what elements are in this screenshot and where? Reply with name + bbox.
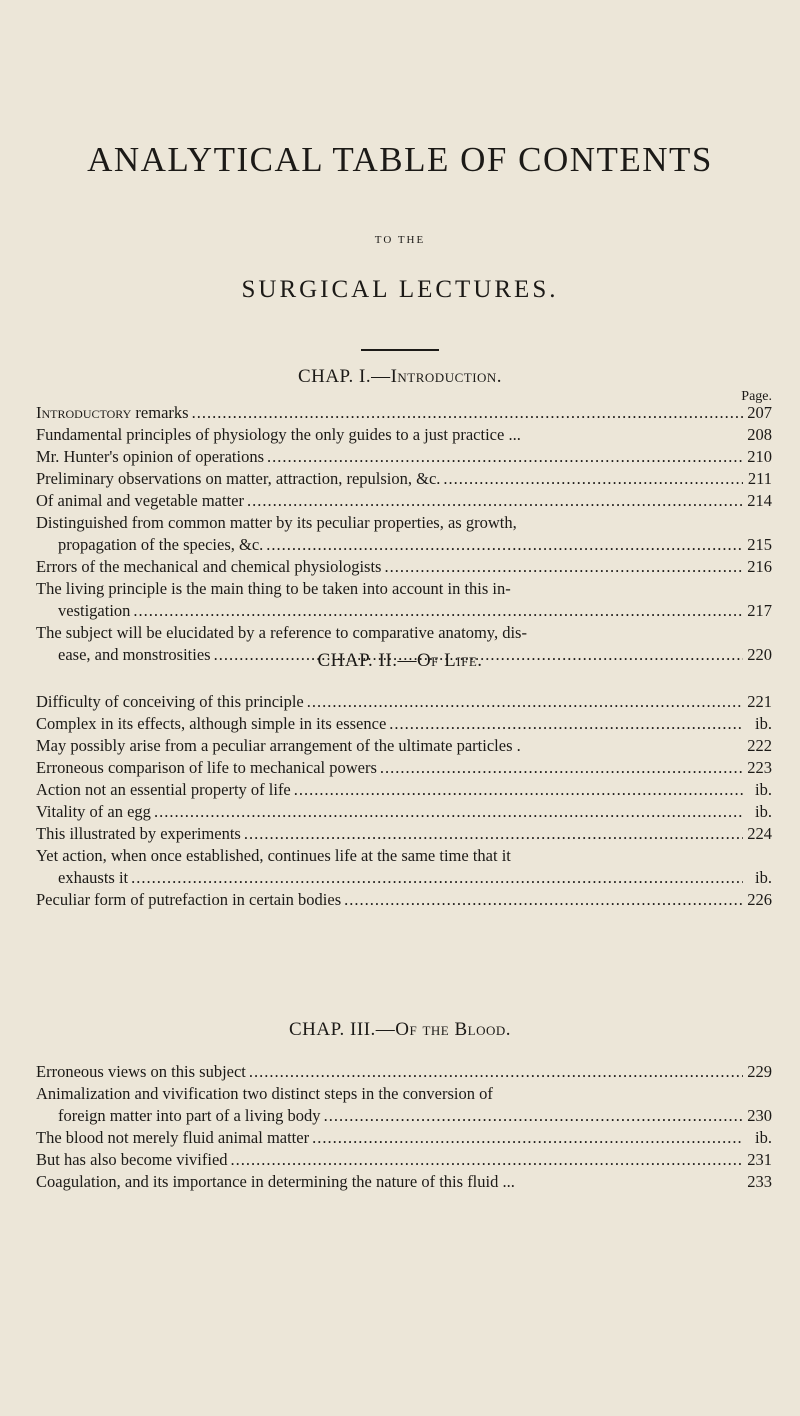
toc-entry-text: Complex in its effects, although simple in its essence [36,714,387,733]
toc-entry-text: Yet action, when once established, continues life at the same time that it [36,846,511,865]
toc-entry-row [36,735,772,757]
toc-entry-row [36,1061,772,1083]
toc-entry-row [36,1149,772,1171]
toc-page-number: 226 [747,890,772,909]
dot-leader [324,1105,743,1127]
toc-entry-row [36,779,772,801]
toc-entry [36,402,772,424]
toc-entry-row [36,556,772,578]
chapter-2-name: —Of Life. [397,650,483,671]
toc-entry-row [36,713,772,735]
chapter-3-name: —Of the Blood. [375,1019,512,1040]
toc-page-number: ib. [755,1128,772,1147]
toc-page-number: 207 [747,403,772,422]
dot-leader [247,490,743,512]
dot-leader [312,1127,743,1149]
toc-entry-text: Erroneous views on this subject [36,1062,246,1081]
chapter-2-number: CHAP. II. [317,650,398,671]
toc-entry-text: Preliminary observations on matter, attraction, repulsion, &c. [36,469,441,488]
toc-page-number: 211 [747,469,772,488]
toc-entry-row [36,757,772,779]
dot-leader [231,1149,743,1171]
toc-entry-text: Fundamental principles of physiology the only guides to a just practice ... [36,425,521,444]
toc-entry [36,512,772,556]
toc-entry-row [36,1127,772,1149]
toc-entry [36,1171,772,1193]
toc-entry [36,1061,772,1083]
toc-page-number: 216 [747,557,772,576]
toc-page-number: 210 [747,447,772,466]
toc-entry-row [36,823,772,845]
page-title: ANALYTICAL TABLE OF CONTENTS [87,140,713,179]
toc-entry-text: foreign matter into part of a living body [58,1106,321,1125]
toc-entry [36,823,772,845]
toc-page-number: 220 [747,645,772,664]
toc-page-number: 223 [747,758,772,777]
toc-page-number: ib. [755,802,772,821]
toc-entry-row [36,867,772,889]
dot-leader [131,867,743,889]
toc-entry-text: propagation of the species, &c. [58,535,264,554]
dot-leader [380,757,743,779]
toc-page-number: ib. [755,868,772,887]
chapter-2-heading [0,650,800,672]
toc-entry-lead-word: Introductory [36,403,132,422]
toc-entry-text: Of animal and vegetable matter [36,491,244,510]
dot-leader [344,889,743,911]
toc-entry-row [36,446,772,468]
toc-entry-text: Vitality of an egg [36,802,151,821]
toc-entry-text: The subject will be elucidated by a reference to comparative anatomy, dis- [36,623,527,642]
toc-entry [36,757,772,779]
toc-entry-text: Difficulty of conceiving of this principle [36,692,304,711]
dot-leader [192,402,743,424]
dot-leader [266,534,743,556]
toc-entry-text: ease, and monstrosities [58,645,211,664]
toc-page-number: 229 [747,1062,772,1081]
toc-entry [36,468,772,490]
toc-entry-row [36,1105,772,1127]
toc-entry [36,713,772,735]
chapter-3-heading [0,1019,800,1041]
toc-entry [36,735,772,757]
dot-leader [154,801,743,823]
toc-entry-text: The living principle is the main thing to be taken into account in this in- [36,579,511,598]
toc-entry [36,845,772,889]
toc-entry-row [36,600,772,622]
toc-page-number: 214 [747,491,772,510]
toc-page-number: 217 [747,601,772,620]
dot-leader [267,446,743,468]
toc-page-number: 231 [747,1150,772,1169]
dot-leader [443,468,743,490]
toc-entry [36,801,772,823]
toc-entry [36,446,772,468]
toc-entry-row [36,889,772,911]
dot-leader [294,779,743,801]
toc-entry-text: exhausts it [58,868,129,887]
toc-entry [36,1083,772,1127]
toc-entry-text: Peculiar form of putrefaction in certain bodies [36,890,342,909]
dot-leader [384,556,743,578]
toc-entry-row [36,1171,772,1193]
chapter-3-entries [36,1061,772,1193]
chapter-2-entries [36,691,772,911]
toc-entry [36,1149,772,1171]
toc-entry-row [36,691,772,713]
toc-page-number: 230 [747,1106,772,1125]
page-column-label: Page. [741,389,772,404]
toc-entry-row [36,402,772,424]
toc-entry-row [36,468,772,490]
chapter-3-number: CHAP. III. [288,1019,376,1040]
toc-entry-row [36,424,772,446]
chapter-1-entries [36,402,772,666]
toc-entry [36,490,772,512]
chapter-1-name: —Introduction. [371,366,503,387]
dot-leader [307,691,743,713]
toc-entry-text: Mr. Hunter's opinion of operations [36,447,264,466]
toc-entry [36,691,772,713]
toc-entry-row [36,534,772,556]
toc-entry-rest: remarks [135,403,189,422]
toc-page-number: 208 [747,425,772,444]
toc-page-number: 221 [747,692,772,711]
toc-entry-text: Errors of the mechanical and chemical physiologists [36,557,382,576]
toc-entry-text: Animalization and vivification two distinct steps in the conversion of [36,1084,493,1103]
toc-entry-text: Distinguished from common matter by its peculiar properties, as growth, [36,513,517,532]
toc-entry-row [36,490,772,512]
chapter-1-heading [0,366,800,388]
toc-page-number: 215 [747,535,772,554]
toc-entry [36,1127,772,1149]
toc-entry [36,889,772,911]
toc-entry-row [36,801,772,823]
title-connector: TO THE [374,234,426,246]
dot-leader [244,823,743,845]
toc-entry-text: This illustrated by experiments [36,824,241,843]
toc-page-number: ib. [755,780,772,799]
page-subtitle: SURGICAL LECTURES. [241,276,559,303]
toc-entry-text: Coagulation, and its importance in determining the nature of this fluid ... [36,1172,515,1191]
chapter-1-number: CHAP. I. [297,366,372,387]
toc-entry-text: The blood not merely fluid animal matter [36,1128,310,1147]
toc-entry-text: May possibly arise from a peculiar arrangement of the ultimate particles . [36,736,521,755]
toc-entry-text: But has also become vivified [36,1150,228,1169]
toc-entry-text [36,402,189,424]
toc-entry [36,556,772,578]
title-rule [361,349,439,351]
dot-leader [249,1061,743,1083]
toc-entry-text: vestigation [58,601,131,620]
toc-entry-text: Erroneous comparison of life to mechanical powers [36,758,377,777]
toc-entry [36,779,772,801]
toc-page-number: ib. [755,714,772,733]
toc-entry [36,424,772,446]
toc-page-number: 224 [747,824,772,843]
toc-entry [36,578,772,622]
dot-leader [389,713,743,735]
dot-leader [133,600,743,622]
toc-page-number: 222 [747,736,772,755]
toc-page-number: 233 [747,1172,772,1191]
toc-entry-text: Action not an essential property of life [36,780,291,799]
